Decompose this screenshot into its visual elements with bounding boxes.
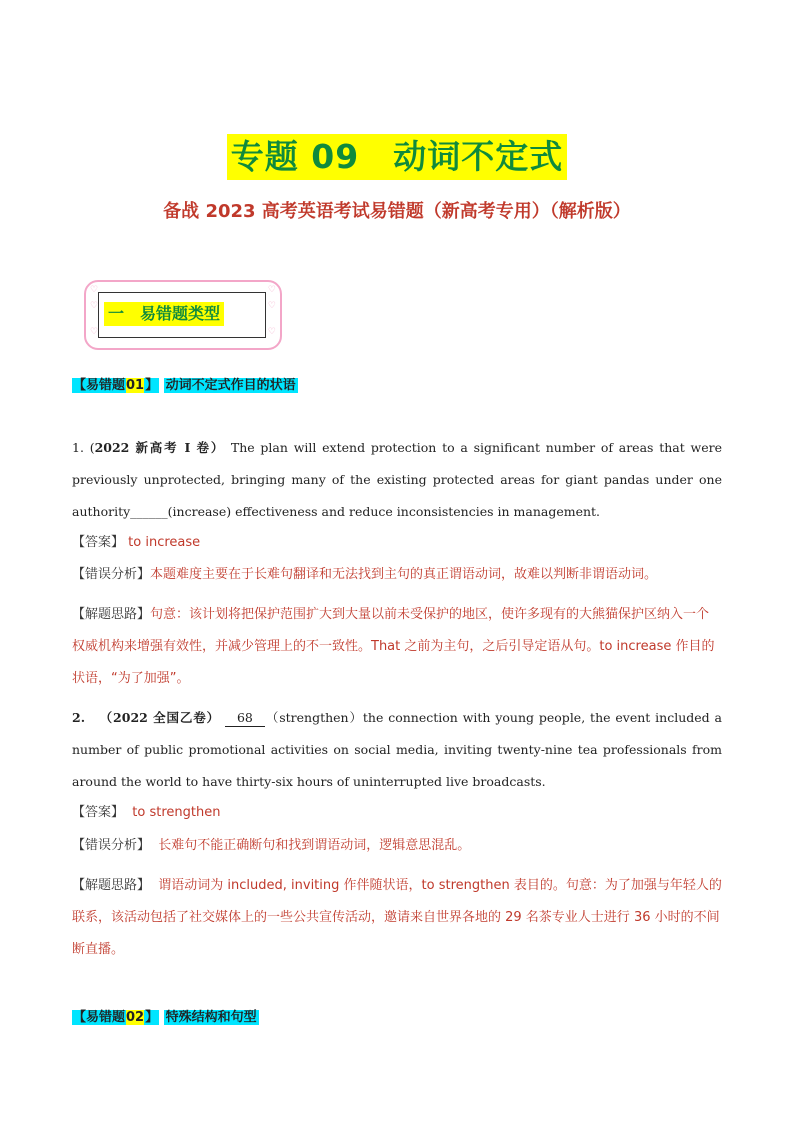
question-1	[72, 432, 722, 528]
section-number: 01	[126, 378, 145, 393]
q1-text-end: effectiveness and reduce inconsistencies in management.	[235, 504, 601, 519]
q1-answer-line	[72, 527, 722, 559]
section-tag: 【易错题	[73, 378, 126, 393]
q2-solution: 谓语动词为 included, inviting 作伴随状语，to strengthen 表目的。句意：为了加强与年轻人的联系，该活动包括了社交媒体上的一些公共宣传活动，邀请来自世界各地的 29 名茶专业人士进行 36 小时的不间断直播。	[72, 878, 722, 957]
heart-icon: ♡	[267, 327, 276, 337]
section-heading-02	[72, 1008, 259, 1028]
q2-error-line	[72, 830, 722, 862]
q2-hint: （strengthen）	[264, 710, 363, 725]
heart-icon: ♡	[267, 285, 276, 295]
question-2	[72, 702, 722, 798]
answer-label: 【答案】	[72, 805, 125, 820]
q1-hint: (increase)	[167, 504, 232, 519]
title-wrap	[0, 134, 794, 180]
section-tag-close: 】	[145, 378, 159, 393]
page-subtitle: 备战 2023 高考英语考试易错题（新高考专用）（解析版）	[163, 201, 631, 222]
page-title: 专题 09 动词不定式	[227, 134, 567, 180]
section-tag: 【易错题	[73, 1010, 126, 1025]
q1-error: 本题难度主要在于长难句翻译和无法找到主句的真正谓语动词，故难以判断非谓语动词。	[150, 567, 658, 582]
heart-icon: ♡	[267, 301, 276, 311]
answer-label: 【答案】	[72, 535, 125, 550]
section-number: 02	[126, 1010, 145, 1025]
heart-icon: ♡	[90, 301, 99, 311]
q1-prefix: 1. (	[72, 440, 95, 455]
q2-prefix: 2.	[72, 710, 86, 725]
banner-label: 一 易错题类型	[104, 302, 224, 326]
error-label: 【错误分析】	[72, 567, 151, 582]
heart-icon: ♡	[90, 327, 99, 337]
section-heading-01	[72, 376, 298, 396]
q2-answer-line	[72, 797, 722, 829]
error-label: 【错误分析】	[72, 838, 151, 853]
section-tag-close: 】	[145, 1010, 159, 1025]
section-topic: 动词不定式作目的状语	[165, 378, 296, 393]
q2-solution-line	[72, 870, 722, 966]
section-topic: 特殊结构和句型	[165, 1010, 257, 1025]
section-banner-frame	[84, 280, 282, 350]
q1-source-close: ）	[210, 440, 226, 455]
q2-answer: to strengthen	[132, 805, 221, 820]
solution-label: 【解题思路】	[72, 607, 151, 622]
q1-blank: ______	[130, 504, 168, 519]
q1-solution-line	[72, 599, 722, 695]
q2-blank: 68	[225, 710, 265, 727]
q2-text: the connection with young people, the event included a number of public promotional activities on social media, inviting twenty-nine tea professionals from around the world to have thirty-six hours of uninterrupted live broadcasts.	[72, 710, 722, 789]
q2-source: （2022 全国乙卷）	[99, 710, 221, 725]
q1-answer: to increase	[128, 535, 201, 550]
q1-solution: 句意：该计划将把保护范围扩大到大量以前未受保护的地区，使许多现有的大熊猫保护区纳入一个权威机构来增强有效性，并减少管理上的不一致性。That 之前为主句，之后引导定语从句。to increase 作目的状语，“为了加强”。	[72, 607, 715, 686]
solution-label: 【解题思路】	[72, 878, 151, 893]
q1-text: The plan will extend protection to a significant number of areas that were previously unprotected, bringing many of the existing protected areas for giant pandas under one authority	[72, 440, 722, 519]
heart-icon: ♡	[90, 285, 99, 295]
q1-error-line	[72, 559, 722, 591]
q2-error: 长难句不能正确断句和找到谓语动词，逻辑意思混乱。	[158, 838, 471, 853]
q1-source: 2022 新高考 I 卷	[94, 440, 211, 455]
